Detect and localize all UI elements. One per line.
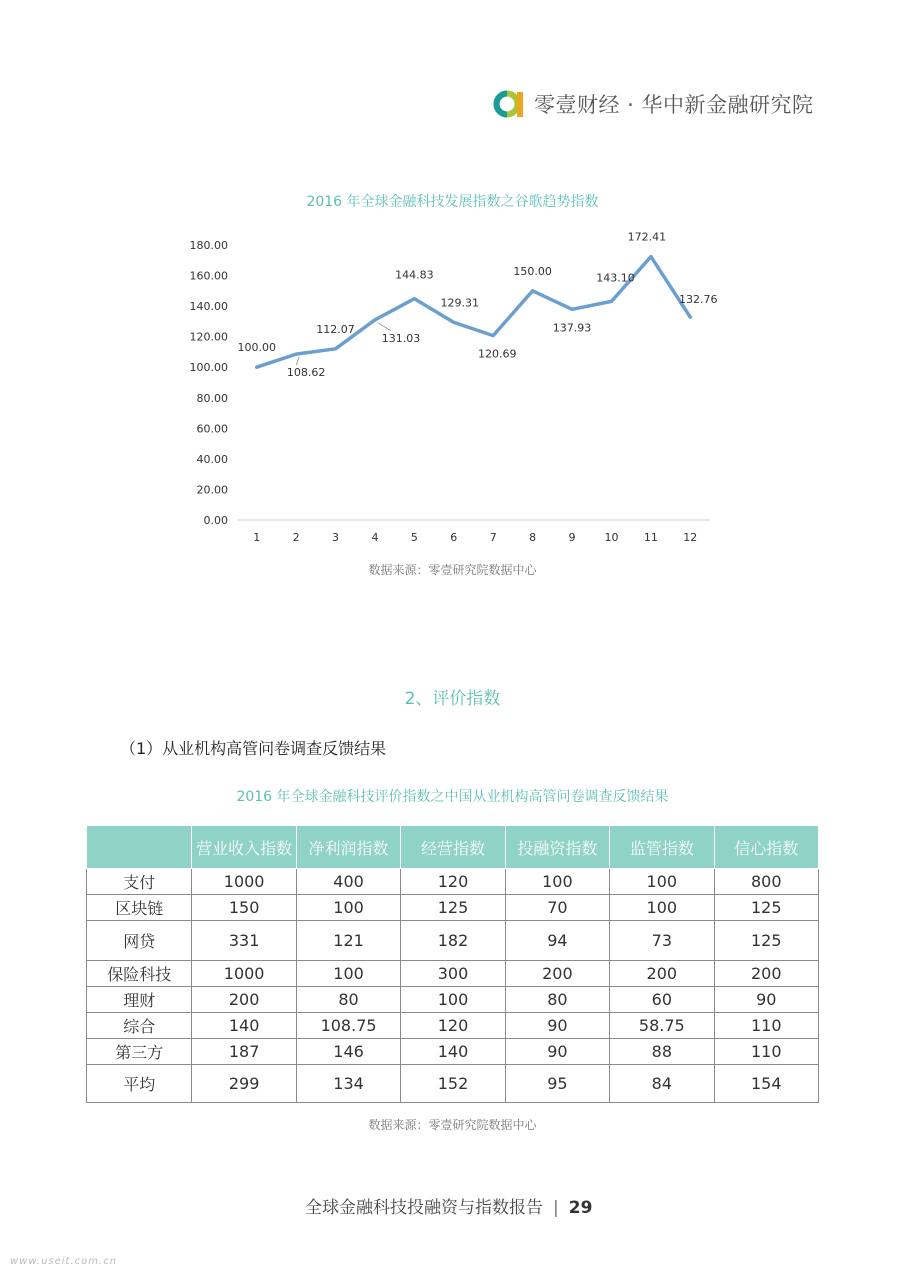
table-cell: 80 [505, 987, 609, 1013]
table-cell: 200 [505, 961, 609, 987]
table-row [87, 1013, 819, 1039]
y-tick-label: 40.00 [196, 452, 228, 466]
y-tick-label: 20.00 [196, 483, 228, 497]
table-cell: 100 [296, 961, 400, 987]
table-row [87, 961, 819, 987]
y-tick-label: 80.00 [196, 391, 228, 405]
table-cell: 108.75 [296, 1013, 400, 1039]
table-cell: 125 [714, 921, 818, 961]
y-tick-label: 60.00 [196, 422, 228, 436]
page-footer [305, 1193, 592, 1218]
y-tick-label: 160.00 [189, 269, 228, 283]
table-cell: 125 [401, 895, 505, 921]
data-labels [237, 231, 717, 379]
x-tick-label: 12 [683, 531, 698, 544]
table-cell: 182 [401, 921, 505, 961]
row-label-cell: 第三方 [87, 1039, 192, 1065]
data-label: 100.00 [237, 341, 276, 355]
table-cell: 134 [296, 1065, 400, 1103]
data-label: 120.69 [477, 347, 517, 361]
table-cell: 154 [714, 1065, 818, 1103]
footer-title: 全球金融科技投融资与指数报告 [305, 1198, 543, 1218]
table-cell: 110 [714, 1039, 818, 1065]
table-body [87, 869, 819, 1103]
table-cell: 70 [505, 895, 609, 921]
table-cell: 300 [401, 961, 505, 987]
section-title: 2、评价指数 [404, 689, 501, 709]
data-label: 131.03 [381, 331, 421, 345]
row-label-cell: 网贷 [87, 921, 192, 961]
table-cell: 100 [296, 895, 400, 921]
table-cell: 90 [714, 987, 818, 1013]
table-cell: 800 [714, 869, 818, 895]
table-cell: 58.75 [610, 1013, 714, 1039]
subsection-title: （1）从业机构高管问卷调查反馈结果 [120, 739, 387, 758]
table-cell: 150 [192, 895, 296, 921]
y-tick-label: 140.00 [189, 300, 228, 314]
row-label-cell: 区块链 [87, 895, 192, 921]
table-row [87, 1039, 819, 1065]
y-tick-label: 100.00 [189, 361, 228, 375]
table-row [87, 987, 819, 1013]
table-row [87, 921, 819, 961]
table-cell: 125 [714, 895, 818, 921]
x-tick-label: 4 [371, 531, 379, 544]
x-tick-label: 11 [643, 531, 658, 544]
table-header-cell: 监管指数 [610, 826, 714, 869]
data-label-leader [378, 323, 391, 331]
table-cell: 94 [505, 921, 609, 961]
data-label: 112.07 [316, 322, 355, 336]
table-cell: 100 [610, 869, 714, 895]
row-label-cell: 综合 [87, 1013, 192, 1039]
table-cell: 400 [296, 869, 400, 895]
table-header-cell [87, 826, 192, 869]
footer-separator: | [553, 1198, 559, 1218]
table-cell: 200 [610, 961, 714, 987]
x-tick-label: 9 [568, 531, 576, 544]
data-label: 143.10 [596, 271, 635, 285]
x-tick-label: 6 [450, 531, 458, 544]
table-cell: 100 [505, 869, 609, 895]
table-header-cell: 经营指数 [401, 826, 505, 869]
table-cell: 200 [192, 987, 296, 1013]
table-title: 2016 年全球金融科技评价指数之中国从业机构高管问卷调查反馈结果 [236, 789, 669, 805]
row-label-cell: 理财 [87, 987, 192, 1013]
table-cell: 152 [401, 1065, 505, 1103]
chart-title: 2016 年全球金融科技发展指数之谷歌趋势指数 [306, 194, 599, 210]
x-tick-label: 2 [292, 531, 300, 544]
data-label: 150.00 [513, 264, 552, 278]
data-label: 132.76 [679, 293, 718, 307]
table-cell: 140 [192, 1013, 296, 1039]
table-header-cell: 净利润指数 [296, 826, 400, 869]
table-cell: 110 [714, 1013, 818, 1039]
y-tick-label: 0.00 [203, 514, 228, 527]
watermark: www.useit.com.cn [10, 1256, 118, 1267]
table-cell: 140 [401, 1039, 505, 1065]
x-tick-label: 1 [253, 531, 261, 544]
data-label: 129.31 [440, 296, 480, 310]
table-cell: 1000 [192, 869, 296, 895]
table-cell: 120 [401, 1013, 505, 1039]
chart-source: 数据来源：零壹研究院数据中心 [368, 563, 537, 577]
table-cell: 200 [714, 961, 818, 987]
logo-icon [492, 87, 526, 121]
table-cell: 331 [192, 921, 296, 961]
table-cell: 146 [296, 1039, 400, 1065]
page-number: 29 [568, 1198, 593, 1218]
table-row [87, 869, 819, 895]
table-cell: 90 [505, 1013, 609, 1039]
data-label: 137.93 [552, 321, 592, 335]
table-cell: 95 [505, 1065, 609, 1103]
row-label-cell: 支付 [87, 869, 192, 895]
y-tick-label: 180.00 [189, 239, 228, 252]
table-header-cell: 投融资指数 [505, 826, 609, 869]
data-label: 172.41 [627, 230, 667, 244]
x-tick-label: 10 [604, 531, 619, 544]
line-chart [180, 225, 720, 555]
table-row [87, 1065, 819, 1103]
table-cell: 80 [296, 987, 400, 1013]
page-header [492, 84, 814, 124]
y-tick-label: 120.00 [189, 330, 228, 344]
x-tick-label: 5 [410, 531, 418, 544]
table-cell: 100 [610, 895, 714, 921]
table-header-row [87, 826, 819, 869]
table-source: 数据来源：零壹研究院数据中心 [368, 1118, 537, 1132]
table-cell: 1000 [192, 961, 296, 987]
x-tick-label: 8 [529, 531, 537, 544]
table-cell: 121 [296, 921, 400, 961]
survey-table [86, 825, 819, 1103]
table-cell: 100 [401, 987, 505, 1013]
x-tick-label: 3 [332, 531, 340, 544]
table-cell: 299 [192, 1065, 296, 1103]
table-header-cell: 信心指数 [714, 826, 818, 869]
row-label-cell: 保险科技 [87, 961, 192, 987]
table-header-cell: 营业收入指数 [192, 826, 296, 869]
row-label-cell: 平均 [87, 1065, 192, 1103]
table-cell: 84 [610, 1065, 714, 1103]
table-cell: 73 [610, 921, 714, 961]
table-row [87, 895, 819, 921]
table-cell: 88 [610, 1039, 714, 1065]
data-label: 108.62 [286, 366, 326, 380]
x-axis-labels [253, 531, 697, 544]
header-title: 零壹财经 · 华中新金融研究院 [534, 93, 814, 117]
data-label: 144.83 [395, 268, 434, 282]
table-cell: 187 [192, 1039, 296, 1065]
table-cell: 90 [505, 1039, 609, 1065]
x-tick-label: 7 [489, 531, 497, 544]
table-cell: 60 [610, 987, 714, 1013]
y-axis-labels [190, 239, 229, 527]
table-cell: 120 [401, 869, 505, 895]
data-label-leader [296, 357, 299, 365]
